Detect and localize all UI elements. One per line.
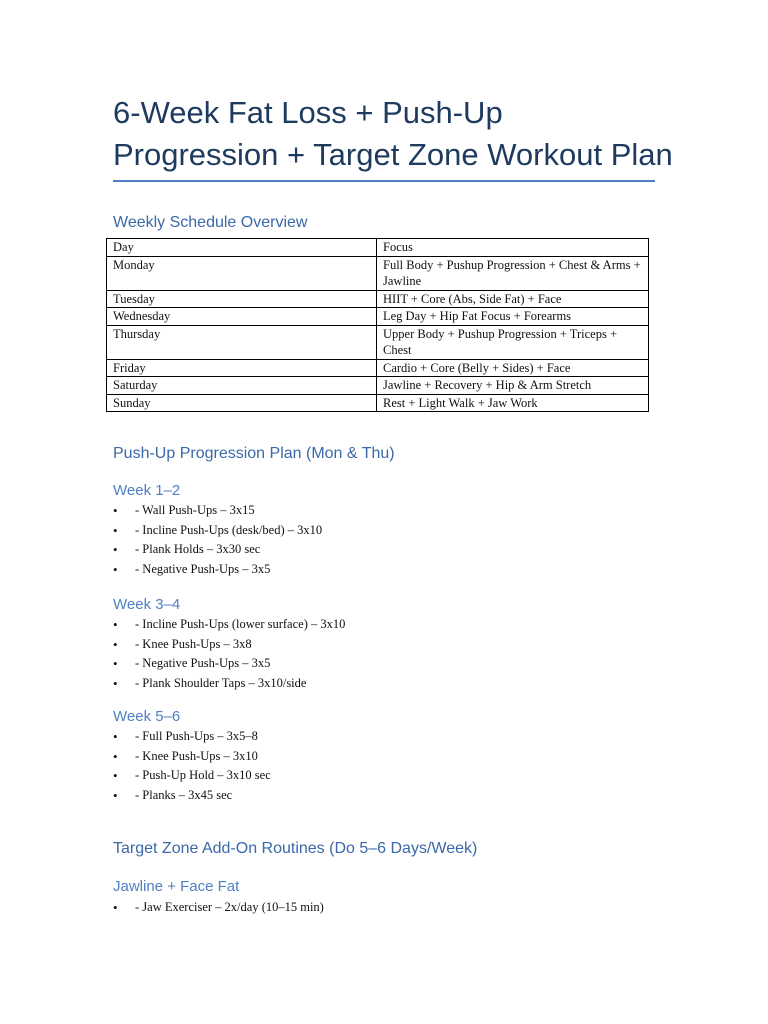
bullet-icon: • (113, 748, 118, 764)
title-underline (113, 180, 655, 182)
list-item: • - Negative Push-Ups – 3x5 (113, 560, 322, 580)
table-header-row (107, 239, 649, 257)
page-title: 6-Week Fat Loss + Push-Up Progression + Target Zone Workout Plan (113, 95, 673, 172)
list-item: • - Incline Push-Ups (lower surface) – 3x10 (113, 615, 345, 635)
weekly-schedule-table (106, 238, 649, 412)
jawline-heading: Jawline + Face Fat (113, 878, 240, 895)
bullet-icon: • (113, 561, 118, 577)
bullet-icon: • (113, 675, 118, 691)
list-item: • - Plank Holds – 3x30 sec (113, 540, 322, 560)
bullet-icon: • (113, 617, 118, 632)
list-item: • - Knee Push-Ups – 3x10 (113, 747, 271, 767)
table-row (107, 377, 649, 395)
list-item: • - Plank Shoulder Taps – 3x10/side (113, 674, 345, 694)
table-cell-day: Sunday (107, 394, 377, 412)
jawline-list (113, 898, 324, 918)
table-header-day: Day (107, 239, 377, 257)
bullet-icon: • (113, 787, 118, 803)
list-item: • - Incline Push-Ups (desk/bed) – 3x10 (113, 521, 322, 541)
week-3-4-heading: Week 3–4 (113, 596, 181, 613)
list-item: • - Jaw Exerciser – 2x/day (10–15 min) (113, 898, 324, 918)
table-cell-focus: Leg Day + Hip Fat Focus + Forearms (377, 308, 649, 326)
list-item: • - Planks – 3x45 sec (113, 786, 271, 806)
list-item: • - Full Push-Ups – 3x5–8 (113, 727, 271, 747)
table-cell-day: Friday (107, 359, 377, 377)
table-row (107, 290, 649, 308)
week-3-4-list (113, 615, 345, 693)
week-5-6-heading: Week 5–6 (113, 708, 181, 725)
bullet-icon: • (113, 636, 118, 652)
bullet-icon: • (113, 542, 118, 557)
bullet-icon: • (113, 900, 118, 915)
table-cell-day: Saturday (107, 377, 377, 395)
table-cell-focus: Cardio + Core (Belly + Sides) + Face (377, 359, 649, 377)
week-1-2-list (113, 501, 322, 579)
bullet-icon: • (113, 503, 118, 518)
table-cell-focus: HIIT + Core (Abs, Side Fat) + Face (377, 290, 649, 308)
list-item: • - Knee Push-Ups – 3x8 (113, 635, 345, 655)
pushup-heading: Push-Up Progression Plan (Mon & Thu) (113, 445, 395, 462)
table-cell-focus: Full Body + Pushup Progression + Chest & Arms + Jawline (377, 256, 649, 290)
table-cell-focus: Upper Body + Pushup Progression + Triceps + Chest (377, 325, 649, 359)
list-item: • - Wall Push-Ups – 3x15 (113, 501, 322, 521)
table-cell-day: Wednesday (107, 308, 377, 326)
week-5-6-list (113, 727, 271, 805)
table-cell-day: Monday (107, 256, 377, 290)
table-row (107, 394, 649, 412)
table-cell-focus: Rest + Light Walk + Jaw Work (377, 394, 649, 412)
table-row (107, 256, 649, 290)
table-row (107, 308, 649, 326)
table-cell-day: Tuesday (107, 290, 377, 308)
target-zone-heading: Target Zone Add-On Routines (Do 5–6 Days/Week) (113, 840, 478, 857)
table-cell-day: Thursday (107, 325, 377, 359)
week-1-2-heading: Week 1–2 (113, 482, 181, 499)
table-row (107, 325, 649, 359)
schedule-heading: Weekly Schedule Overview (113, 214, 308, 231)
bullet-icon: • (113, 522, 118, 538)
table-cell-focus: Jawline + Recovery + Hip & Arm Stretch (377, 377, 649, 395)
bullet-icon: • (113, 729, 118, 744)
table-header-focus: Focus (377, 239, 649, 257)
bullet-icon: • (113, 768, 118, 783)
list-item: • - Push-Up Hold – 3x10 sec (113, 766, 271, 786)
list-item: • - Negative Push-Ups – 3x5 (113, 654, 345, 674)
table-row (107, 359, 649, 377)
bullet-icon: • (113, 656, 118, 671)
